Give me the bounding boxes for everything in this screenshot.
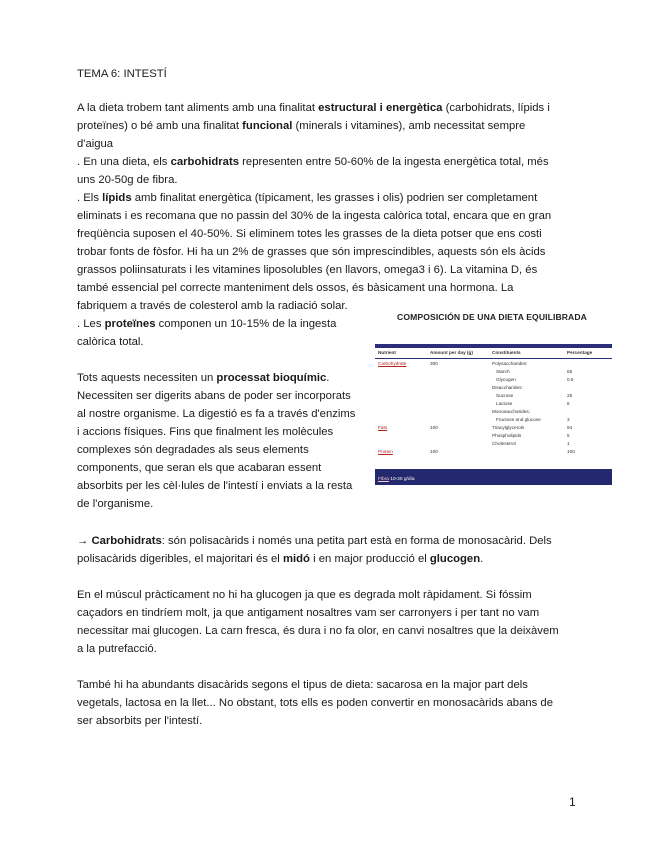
text-run: També hi ha abundants disacàrids segons el tipus de dieta: sacarosa en la major part dels — [77, 679, 528, 691]
table-cell-constituent: Sucrose — [496, 393, 514, 398]
table-cell-constituent: Monosaccharides: — [492, 409, 531, 414]
text-run: Necessiten ser digerits abans de poder ser incorporats — [77, 390, 351, 402]
text-run: Tots aquests necessiten un — [77, 372, 217, 384]
text-run: (carbohidrats, lípids i — [442, 102, 550, 114]
text-run: necessitar mai glucogen. La carn fresca, és dura i no fa olor, en canvi nosaltres que la deixàvem — [77, 625, 559, 637]
text-run: grassos poliinsaturats i les vitamines liposolubles (en llavors, omega3 i 6). La vitamina D, és — [77, 264, 538, 276]
table-header — [375, 349, 612, 358]
table-cell-constituent: Glycogen — [496, 377, 516, 382]
table-cell-amount: 100 — [430, 449, 438, 454]
text-line — [77, 299, 348, 313]
text-run: ser absorbits per l'intestí. — [77, 715, 203, 727]
table-cell-nutrient: Carbohydrate — [378, 361, 407, 366]
bold-term: glucogen — [429, 553, 481, 565]
table-cell-pct: 1 — [567, 441, 570, 446]
text-line — [77, 155, 549, 169]
table-cell-constituent: Cholesterol — [492, 441, 516, 446]
bold-term: lípids — [102, 192, 132, 204]
text-run: uns 20-50g de fibra. — [77, 174, 178, 186]
text-line — [77, 479, 352, 493]
page-number: 1 — [569, 795, 576, 809]
text-run: componen un 10-15% de la ingesta — [155, 318, 337, 330]
text-run: d'aigua — [77, 138, 114, 150]
text-line — [77, 101, 550, 115]
fibre-label: Fibra — [378, 477, 389, 482]
table-cell-pct: 5 — [567, 433, 570, 438]
header-divider — [375, 358, 612, 359]
table-cell-constituent: Polysaccharides: — [492, 361, 528, 366]
table-cell-amount: 300 — [430, 361, 438, 366]
header-nutrient: Nutrient — [378, 350, 396, 355]
table-cell-nutrient: Fats — [378, 425, 388, 430]
text-run: fabriquem a través de colesterol amb la radiació solar. — [77, 300, 348, 312]
page-title: TEMA 6: INTESTÍ — [77, 68, 167, 80]
text-run: A la dieta trobem tant aliments amb una finalitat — [77, 102, 319, 114]
table-cell-constituent: Fructose and glucose — [496, 417, 541, 422]
text-line — [77, 371, 329, 385]
text-line — [77, 281, 513, 295]
text-run: freqüència suposen el 40-50%. Si eliminem totes les grasses de la dieta potser que ens costi — [77, 228, 542, 240]
text-line — [77, 443, 309, 457]
table-cell-constituent: Triacylglycerols — [492, 425, 525, 430]
text-line — [77, 497, 153, 511]
header-constituents: Constituents — [492, 350, 521, 355]
text-run: a la putrefacció. — [77, 643, 157, 655]
text-run: polisacàrids digeribles, el majoritari és el — [77, 553, 283, 565]
text-line — [77, 606, 539, 620]
fibre-note — [378, 477, 415, 482]
table-cell-pct: 6 — [567, 401, 570, 406]
text-run: . Les — [77, 318, 105, 330]
text-run: complexes són degradades als seus elements — [77, 444, 309, 456]
text-run: amb finalitat energètica (típicament, les grasses i olis) podrien ser completament — [131, 192, 538, 204]
text-run: : són polisacàrids i només una petita part està en forma de monosacàrid. Dels — [161, 535, 552, 547]
text-line — [77, 119, 525, 133]
table-cell-pct: 25 — [567, 393, 573, 398]
text-run: . En una dieta, els — [77, 156, 171, 168]
figure-title: COMPOSICIÓN DE UNA DIETA EQUILIBRADA — [397, 312, 587, 322]
text-run: caçadors en tindríem molt, ja que antigament nosaltres vam ser carronyers i per tant no vam — [77, 607, 540, 619]
text-run: components, que seran els que acabaran essent — [77, 462, 322, 474]
text-line — [77, 263, 537, 277]
table-cell-pct: 100 — [567, 449, 575, 454]
table-cell-constituent: Lactose — [496, 401, 513, 406]
text-line — [77, 425, 333, 439]
bold-term: funcional — [242, 120, 293, 132]
text-line — [77, 245, 545, 259]
text-run: En el múscul pràcticament no hi ha glucogen ja que es degrada molt ràpidament. Si fóssim — [77, 589, 532, 601]
text-line — [77, 173, 178, 187]
table-cell-constituent: Disaccharides: — [492, 385, 523, 390]
diet-composition-table — [375, 344, 612, 494]
header-amount: Amount per day (g) — [430, 350, 473, 355]
text-line — [77, 317, 336, 331]
text-line — [77, 714, 202, 728]
text-line — [77, 696, 553, 710]
bold-term: estructural i energètica — [318, 102, 443, 114]
text-run: eliminats i es recomana que no passin del 30% de la ingesta calòrica total, encara que en gran — [77, 210, 552, 222]
text-line — [77, 624, 559, 638]
text-run: absorbits per les cèl·lules de l'intestí i enviats a la resta — [77, 480, 353, 492]
text-run: → — [77, 535, 92, 547]
text-run: . Els — [77, 192, 103, 204]
text-run: . — [326, 372, 330, 384]
text-run: calòrica total. — [77, 336, 144, 348]
table-cell-constituent: Phospholipids — [492, 433, 522, 438]
text-run: i accions físiques. Fins que finalment les molècules — [77, 426, 334, 438]
text-line — [77, 642, 157, 656]
text-line — [77, 588, 532, 602]
text-line — [77, 407, 355, 421]
text-line — [77, 534, 552, 548]
header-percentage: Percentage — [567, 350, 593, 355]
fibre-amount: 10-20 g/día — [390, 477, 415, 482]
bold-term: processat bioquímic — [216, 372, 327, 384]
text-run: proteïnes) o bé amb una finalitat — [77, 120, 243, 132]
text-line — [77, 678, 528, 692]
text-run: representen entre 50-60% de la ingesta energètica total, més — [239, 156, 549, 168]
text-run: . — [480, 553, 484, 565]
text-run: i en major producció el — [309, 553, 430, 565]
text-line — [77, 389, 351, 403]
text-line — [77, 461, 321, 475]
table-top-bar — [375, 344, 612, 348]
text-line — [77, 335, 144, 349]
table-cell-amount: 100 — [430, 425, 438, 430]
bold-term: proteïnes — [104, 318, 156, 330]
text-line — [77, 191, 537, 205]
table-cell-pct: 0.5 — [567, 377, 574, 382]
bold-term: midó — [282, 553, 310, 565]
table-cell-constituent: Starch — [496, 369, 510, 374]
bold-term: Carbohidrats — [91, 535, 162, 547]
table-cell-pct: 94 — [567, 425, 573, 430]
text-line — [77, 137, 113, 151]
text-line — [77, 209, 551, 223]
text-run: al nostre organisme. La digestió es fa a través d'enzims — [77, 408, 356, 420]
text-run: de l'organisme. — [77, 498, 154, 510]
text-line — [77, 552, 483, 566]
diet-composition-figure — [372, 308, 612, 486]
text-run: (minerals i vitamines), amb necessitat sempre — [292, 120, 526, 132]
text-line — [77, 227, 542, 241]
bold-term: carbohidrats — [170, 156, 240, 168]
text-run: també essencial pel correcte manteniment dels ossos, és bàsicament una hormona. La — [77, 282, 514, 294]
table-cell-pct: 3 — [567, 417, 570, 422]
text-run: trobar fonts de fòsfor. Hi ha un 2% de grasses que són imprescindibles, aquests són els àcids — [77, 246, 546, 258]
table-cell-nutrient: Protein — [378, 449, 393, 454]
text-run: vegetals, lactosa en la llet... No obstant, tots ells es poden convertir en monosacàrids abans de — [77, 697, 553, 709]
table-cell-pct: 65 — [567, 369, 573, 374]
